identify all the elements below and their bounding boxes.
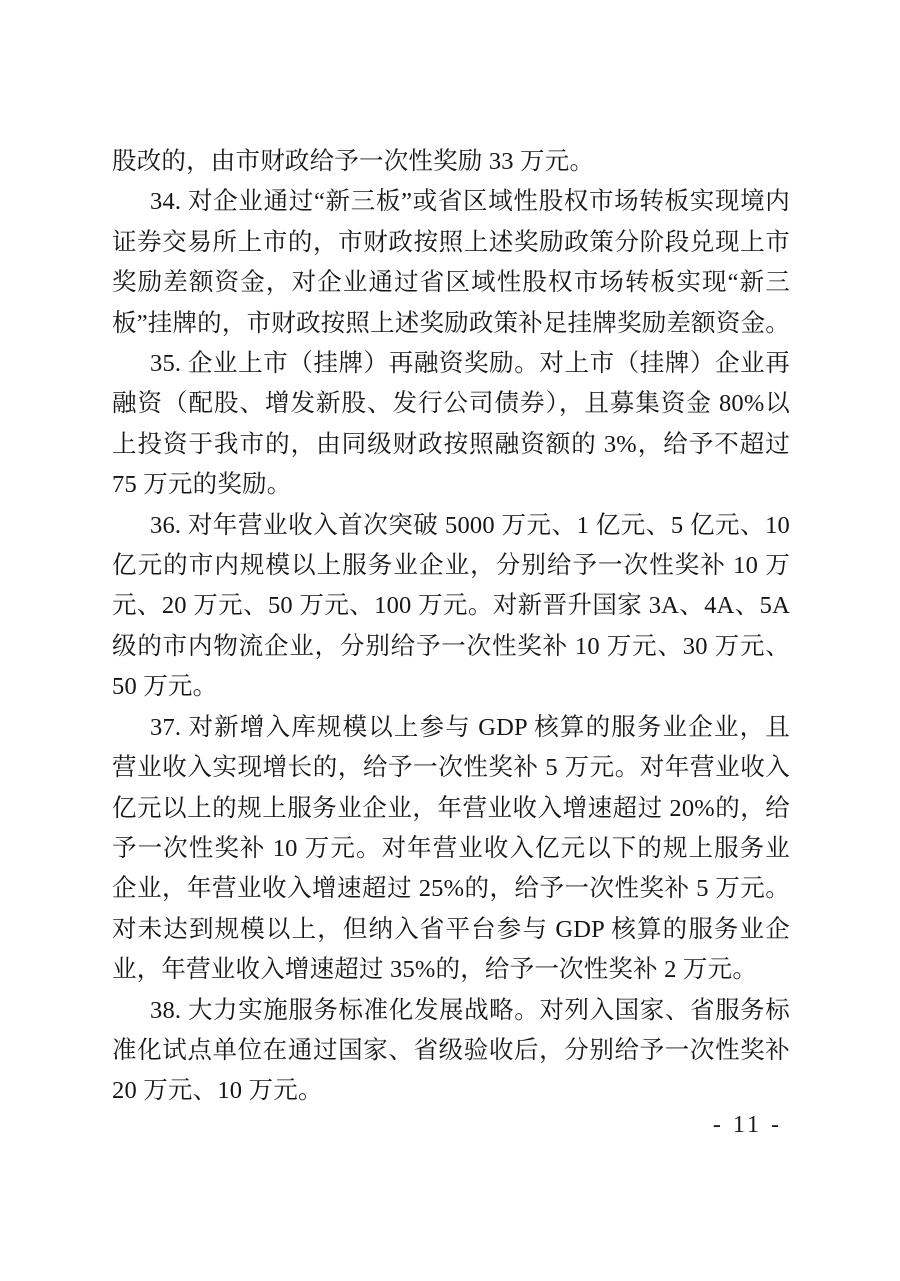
paragraph-item-37: 37. 对新增入库规模以上参与 GDP 核算的服务业企业，且营业收入实现增长的，给予一次性奖补 5 万元。对年营业收入亿元以上的规上服务业企业，年营业收入增速超过 20%的，给予一次性奖补 10 万元。对年营业收入亿元以下的规上服务业企业，年营业收入增速超过 25%的，给予一次性奖补 5 万元。对未达到规模以上，但纳入省平台参与 GDP 核算的服务业企业，年营业收入增速超过 35%的，给予一次性奖补 2 万元。 xyxy=(112,713,790,984)
paragraph-item-38: 38. 大力实施服务标准化发展战略。对列入国家、省服务标准化试点单位在通过国家、省级验收后，分别给予一次性奖补 20 万元、10 万元。 xyxy=(112,996,790,1105)
paragraph-continuation: 股改的，由市财政给予一次性奖励 33 万元。 xyxy=(112,148,595,175)
paragraph-item-35: 35. 企业上市（挂牌）再融资奖励。对上市（挂牌）企业再融资（配股、增发新股、发行公司债券），且募集资金 80%以上投资于我市的，由同级财政按照融资额的 3%，给予不超过 75 万元的奖励。 xyxy=(112,350,790,499)
document-body xyxy=(112,142,790,1112)
paragraph-item-36: 36. 对年营业收入首次突破 5000 万元、1 亿元、5 亿元、10 亿元的市内规模以上服务业企业，分别给予一次性奖补 10 万元、20 万元、50 万元、100 万元。对新晋升国家 3A、4A、5A 级的市内物流企业，分别给予一次性奖补 10 万元、30 万元、50 万元。 xyxy=(112,511,790,701)
paragraph-item-34: 34. 对企业通过“新三板”或省区域性股权市场转板实现境内证券交易所上市的，市财政按照上述奖励政策分阶段兑现上市奖励差额资金，对企业通过省区域性股权市场转板实现“新三板”挂牌的，市财政按照上述奖励政策补足挂牌奖励差额资金。 xyxy=(112,188,790,337)
page-number: - 11 - xyxy=(712,1112,782,1138)
